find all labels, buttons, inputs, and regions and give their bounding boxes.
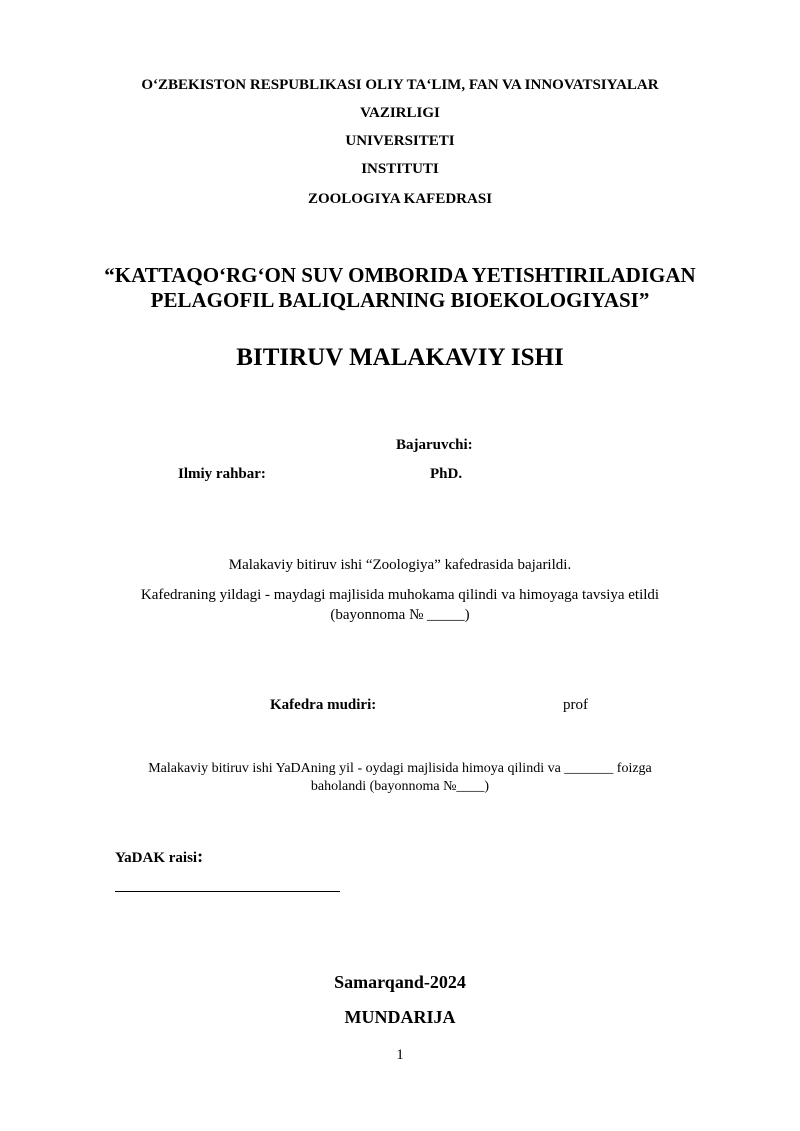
work-type-heading: BITIRUV MALAKAVIY ISHI (236, 344, 564, 371)
thesis-title-line-2: PELAGOFIL BALIQLARNING BIOEKOLOGIYASI” (150, 288, 650, 312)
ministry-line-1: O‘ZBEKISTON RESPUBLIKASI OLIY TA‘LIM, FAN VA INNOVATSIYALAR (141, 77, 659, 93)
commission-chair-label (115, 846, 203, 867)
commission-chair-label-text: YaDAK raisi (115, 850, 198, 866)
advisor-label: Ilmiy rahbar: (178, 466, 266, 482)
defense-note-line-1: Malakaviy bitiruv ishi YaDAning yil - oydagi majlisida himoya qilindi va _______ foizga (148, 761, 652, 776)
page-number: 1 (396, 1047, 404, 1063)
discussion-note-line-2: (bayonnoma № _____) (330, 607, 470, 623)
commission-signature-line (115, 891, 340, 892)
department-head-label: Kafedra mudiri: (270, 697, 377, 713)
thesis-title-line-1: “KATTAQO‘RG‘ON SUV OMBORIDA YETISHTIRILADIGAN (104, 263, 696, 287)
discussion-note-line-1: Kafedraning yildagi - maydagi majlisida muhokama qilindi va himoyaga tavsiya etildi (140, 587, 660, 603)
advisor-degree: PhD. (430, 466, 463, 482)
defense-note-line-2: baholandi (bayonnoma №____) (310, 779, 490, 794)
university-name: UNIVERSITETI (345, 133, 455, 149)
completion-note: Malakaviy bitiruv ishi “Zoologiya” kafedrasida bajarildi. (228, 557, 572, 573)
ministry-line-2: VAZIRLIGI (360, 105, 440, 121)
contents-heading: MUNDARIJA (344, 1007, 456, 1027)
department-name: ZOOLOGIYA KAFEDRASI (307, 191, 493, 207)
institute-name: INSTITUTI (361, 161, 439, 177)
performer-label: Bajaruvchi: (396, 437, 473, 453)
city-year: Samarqand-2024 (334, 972, 466, 992)
commission-chair-label-colon: : (197, 846, 204, 866)
department-head-title: prof (563, 697, 588, 713)
